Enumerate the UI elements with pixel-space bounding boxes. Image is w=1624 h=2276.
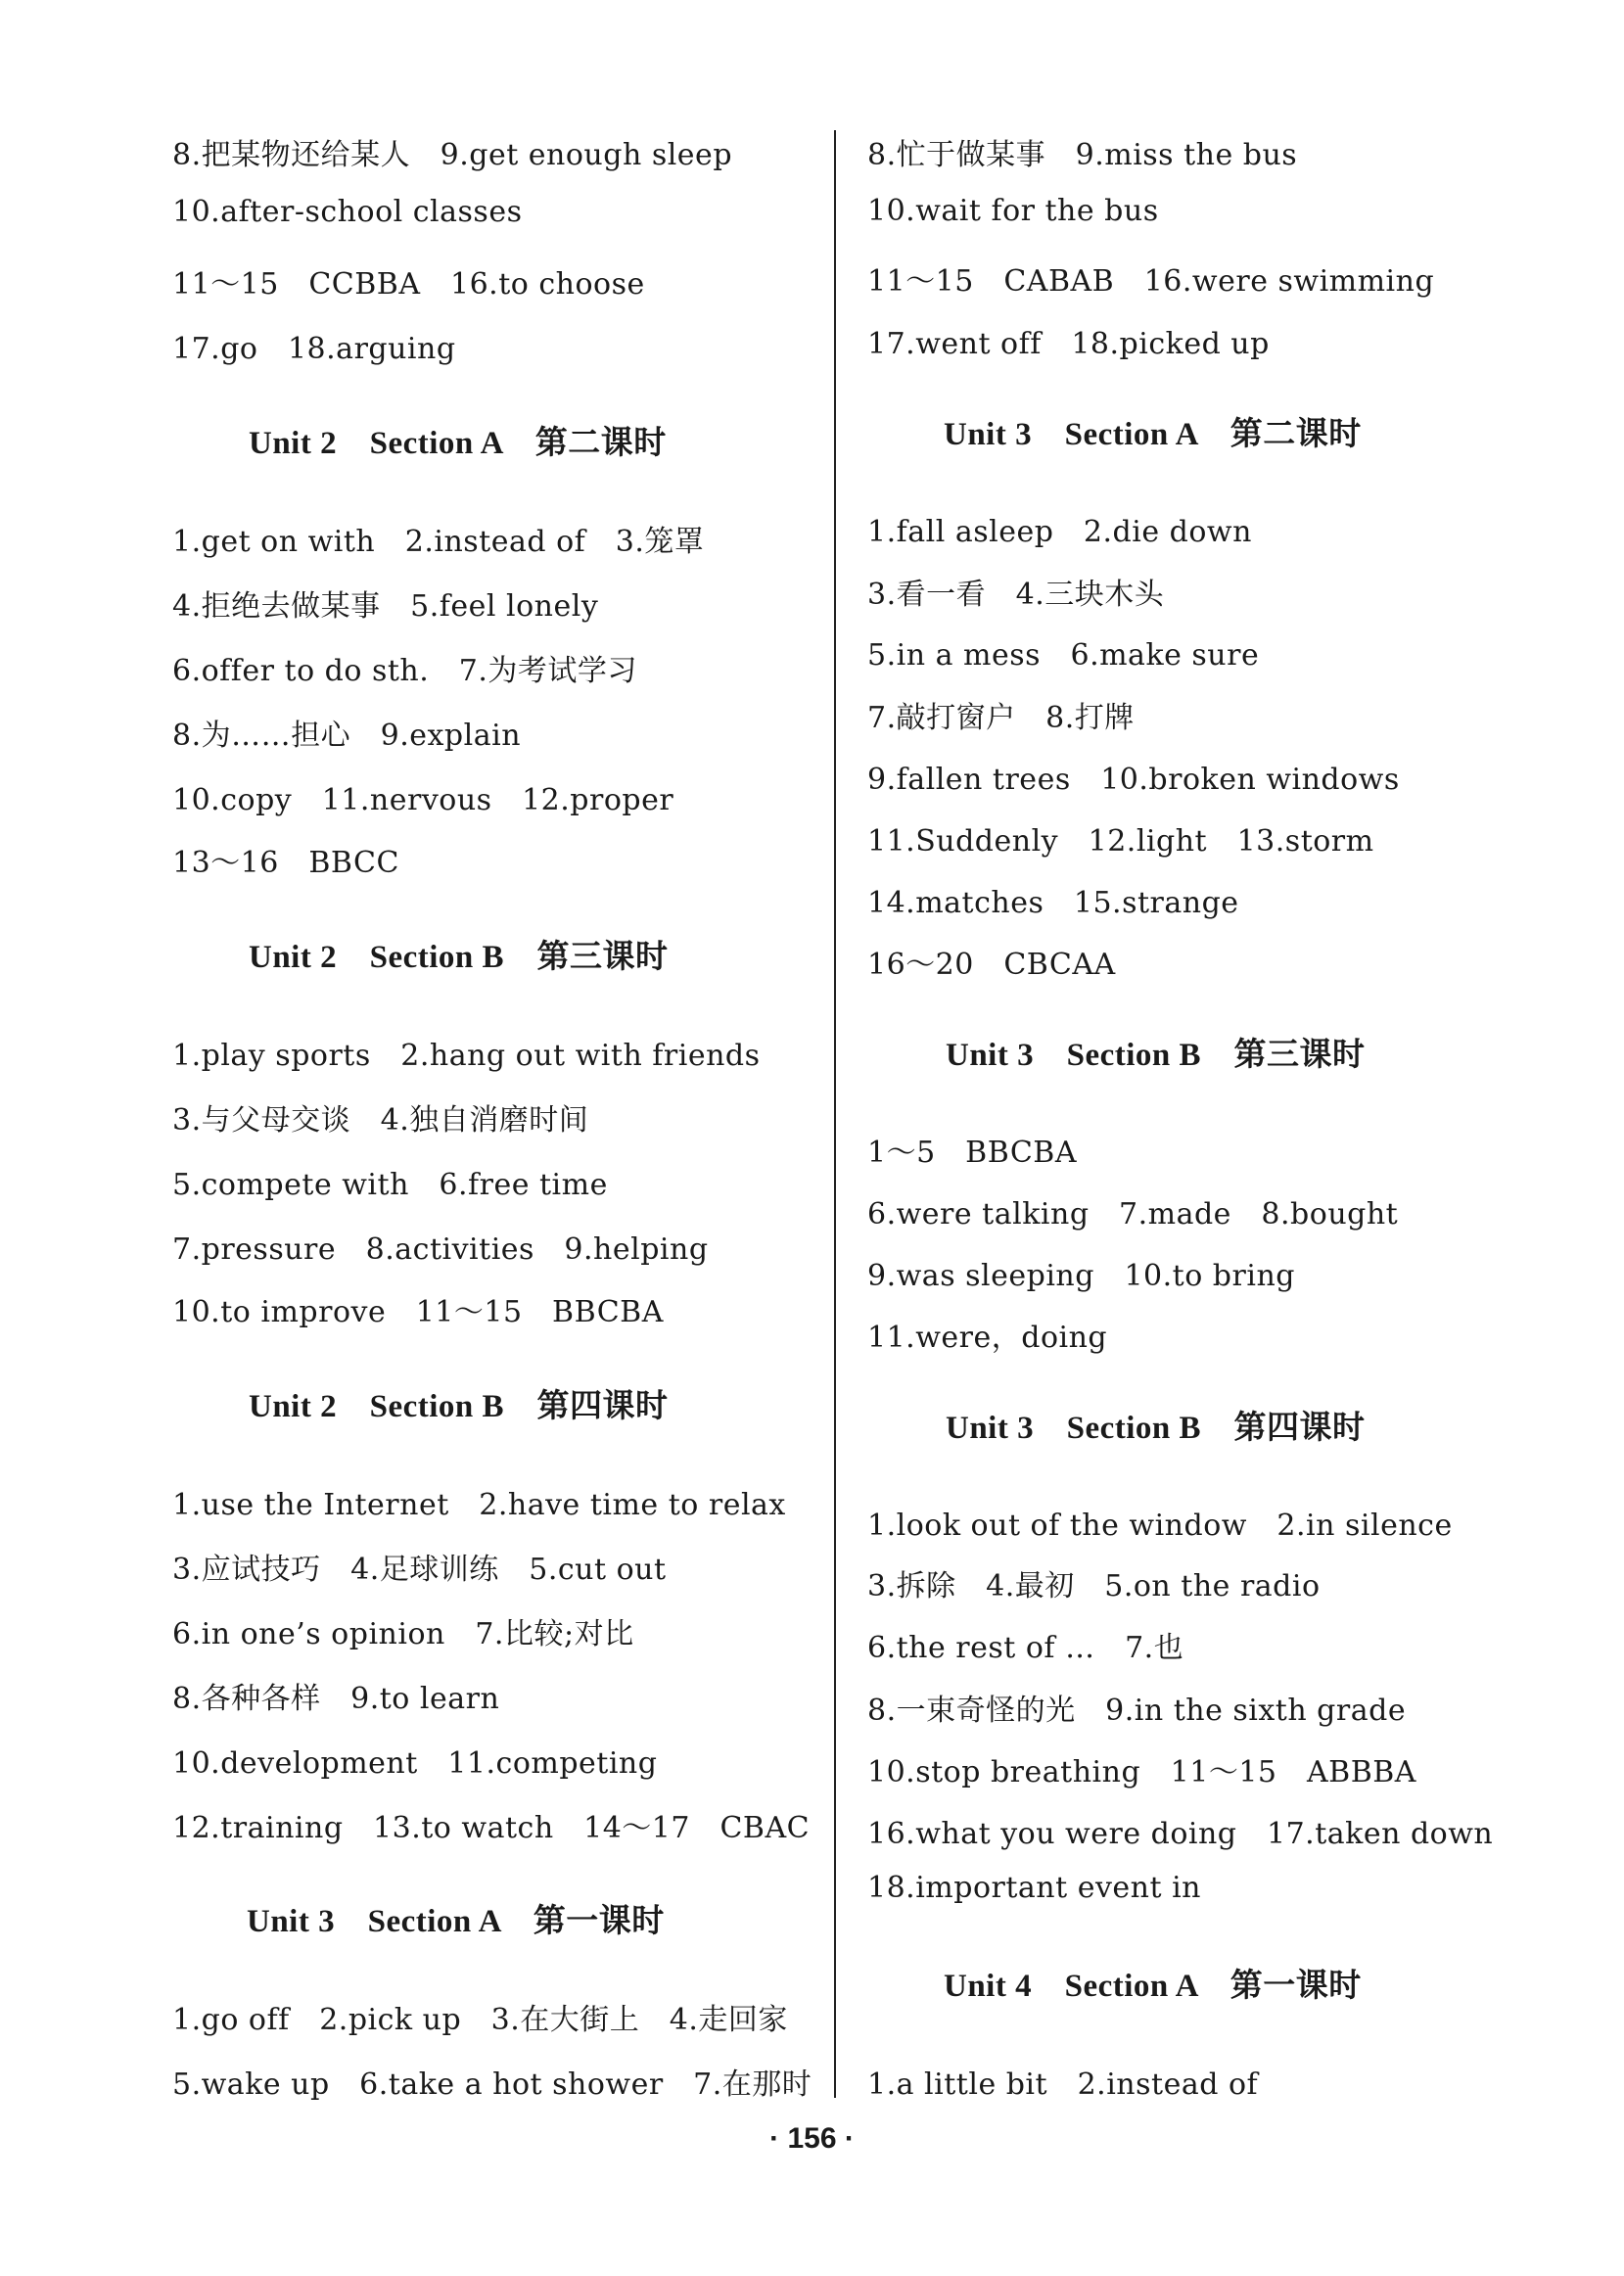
answer-line: 3.应试技巧 4.足球训练 5.cut out xyxy=(172,1553,667,1587)
answer-line: 1.fall asleep 2.die down xyxy=(867,515,1252,549)
answer-line: 1.look out of the window 2.in silence xyxy=(867,1509,1453,1543)
answer-line: 17.go 18.arguing xyxy=(172,332,456,366)
answer-line: 1.get on with 2.instead of 3.笼罩 xyxy=(172,525,705,559)
answer-line: 8.忙于做某事 9.miss the bus xyxy=(867,138,1298,172)
answer-line: 11.Suddenly 12.light 13.storm xyxy=(867,824,1374,859)
answer-line: 16～20 CBCAA xyxy=(867,948,1116,982)
section-heading: Unit 3 Section B 第四课时 xyxy=(946,1411,1366,1446)
answer-line: 3.与父母交谈 4.独自消磨时间 xyxy=(172,1103,589,1138)
answer-line: 6.offer to do sth. 7.为考试学习 xyxy=(172,654,637,688)
answer-line: 5.in a mess 6.make sure xyxy=(867,638,1260,673)
answer-line: 6.the rest of … 7.也 xyxy=(867,1631,1184,1665)
section-heading: Unit 4 Section A 第一课时 xyxy=(944,1969,1362,2004)
answer-line: 10.stop breathing 11～15 ABBBA xyxy=(867,1755,1416,1789)
section-heading: Unit 3 Section A 第一课时 xyxy=(247,1904,665,1939)
answer-line: 8.一束奇怪的光 9.in the sixth grade xyxy=(867,1694,1407,1728)
section-heading: Unit 3 Section B 第三课时 xyxy=(946,1038,1366,1073)
answer-line: 1.use the Internet 2.have time to relax xyxy=(172,1488,786,1522)
answer-line: 10.to improve 11～15 BBCBA xyxy=(172,1295,664,1329)
section-heading: Unit 2 Section B 第三课时 xyxy=(249,940,669,975)
answer-line: 1.go off 2.pick up 3.在大街上 4.走回家 xyxy=(172,2003,788,2037)
answer-line: 3.拆除 4.最初 5.on the radio xyxy=(867,1569,1321,1603)
answer-line: 8.为……担心 9.explain xyxy=(172,719,522,753)
answer-line: 7.敲打窗户 8.打牌 xyxy=(867,701,1135,735)
answer-line: 11～15 CABAB 16.were swimming xyxy=(867,264,1435,299)
section-heading: Unit 3 Section A 第二课时 xyxy=(944,417,1362,452)
answer-line: 7.pressure 8.activities 9.helping xyxy=(172,1232,709,1267)
answer-line: 1.play sports 2.hang out with friends xyxy=(172,1039,761,1073)
answer-line: 1.a little bit 2.instead of xyxy=(867,2067,1259,2102)
answer-line: 5.wake up 6.take a hot shower 7.在那时 xyxy=(172,2067,812,2102)
answer-line: 6.were talking 7.made 8.bought xyxy=(867,1197,1399,1231)
answer-line: 13～16 BBCC xyxy=(172,846,399,880)
answer-line: 1～5 BBCBA xyxy=(867,1136,1077,1170)
answer-line: 5.compete with 6.free time xyxy=(172,1168,608,1202)
answer-line: 14.matches 15.strange xyxy=(867,886,1239,920)
answer-line: 16.what you were doing 17.taken down xyxy=(867,1817,1494,1851)
answer-line: 10.wait for the bus xyxy=(867,194,1159,228)
column-divider xyxy=(834,130,836,2098)
answer-line: 4.拒绝去做某事 5.feel lonely xyxy=(172,589,599,624)
answer-line: 8.各种各样 9.to learn xyxy=(172,1682,500,1716)
section-heading: Unit 2 Section A 第二课时 xyxy=(249,426,667,461)
page-number: · 156 · xyxy=(769,2122,855,2155)
answer-line: 9.was sleeping 10.to bring xyxy=(867,1259,1295,1293)
answer-line: 10.copy 11.nervous 12.proper xyxy=(172,783,674,817)
answer-line: 18.important event in xyxy=(867,1871,1201,1905)
answer-line: 3.看一看 4.三块木头 xyxy=(867,578,1165,612)
answer-line: 10.after-school classes xyxy=(172,195,523,229)
answer-line: 11～15 CCBBA 16.to choose xyxy=(172,267,645,302)
section-heading: Unit 2 Section B 第四课时 xyxy=(249,1389,669,1424)
answer-line: 12.training 13.to watch 14～17 CBAC xyxy=(172,1811,811,1845)
answer-line: 11.were，doing xyxy=(867,1321,1108,1355)
answer-line: 17.went off 18.picked up xyxy=(867,327,1270,361)
answer-line: 10.development 11.competing xyxy=(172,1746,658,1781)
answer-line: 6.in one’s opinion 7.比较;对比 xyxy=(172,1617,634,1651)
answer-line: 8.把某物还给某人 9.get enough sleep xyxy=(172,138,733,172)
answer-line: 9.fallen trees 10.broken windows xyxy=(867,763,1400,797)
